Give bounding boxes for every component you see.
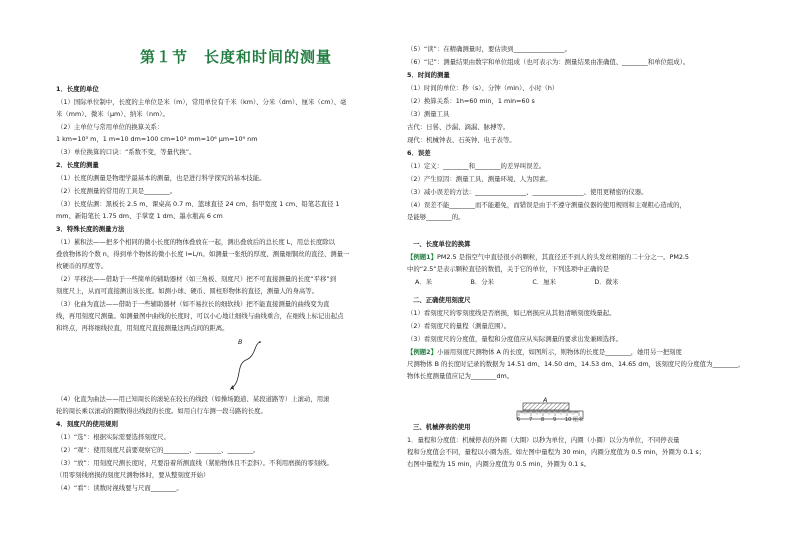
ruler-number: 7 — [529, 417, 533, 423]
right-text-line: 现代：机械钟表、石英钟、电子表等。 — [407, 136, 516, 144]
example-tag: 【例题2】 — [407, 348, 438, 356]
ruler-number: 10 — [565, 417, 572, 423]
left-text-line: （2）平移法——借助于一些简单的辅助器材（如三角板、刻度尺）把不可直接测量的长度“平移”到 — [57, 275, 337, 283]
left-text-line: （1）“选”：根据实际需要选择刻度尺。 — [57, 433, 170, 441]
left-text-line: （1）国际单位制中，长度的主单位是米（m），常用单位有千米（km）、分米（dm）、厘米（cm）、毫 — [57, 98, 347, 106]
right-text-line: 一、长度单位的换算 — [413, 240, 471, 248]
left-text-line: （2）长度测量的常用的工具是________。 — [57, 187, 177, 195]
left-text-line: （3）化曲为直法——借助于一些辅助器材（如不易拉长的细软线）把不能直接测量的曲线变为直 — [57, 300, 330, 308]
left-text-line: （用零刻线磨损的刻度尺测物体时，要从整刻度开始） — [56, 471, 210, 479]
left-text-line: 2．长度的测量 — [56, 161, 99, 169]
object-a — [523, 403, 569, 410]
right-text-line: （3）看刻度尺的分度值，量程和分度值应从实际测量的要求出发兼顾选择。 — [407, 335, 622, 343]
left-text-line: （2）“观”：使用刻度尺前要观察它的________、________、________。 — [57, 446, 260, 454]
ruler-number: 8 — [541, 417, 545, 423]
left-text-line: 线，再用刻度尺测量。如测量图中曲线的长度时，可以小心地让细线与曲线重合，在细线上标记出起点 — [56, 312, 344, 320]
left-text-line: （3）单位换算的口诀：“系数不变，等量代换”。 — [57, 148, 196, 156]
right-text-line: （2）看刻度尺的量程（测量范围）。 — [407, 322, 511, 330]
left-text-line: （1）长度的测量是物理学最基本的测量，也是进行科学探究的基本技能。 — [57, 174, 266, 182]
right-text-line: 5．时间的测量 — [407, 71, 450, 79]
right-text-line: （1）时间的单位：秒（s）、分钟（min）、小时（h） — [407, 84, 559, 92]
right-text-line: （2）换算关系：1h=60 min，1 min=60 s — [407, 97, 535, 105]
curve-point-b — [259, 341, 261, 343]
left-text-line: （3）长度估测：黑板长 2.5 m、课桌高 0.7 m、篮球直径 24 cm、指甲宽度 1 cm、铅笔芯直径 1 — [57, 200, 340, 208]
right-text-line: 1．量程和分度值：机械停表的外圈（大圈）以秒为单位，内圈（小圈）以分为单位，不同停表量 — [407, 436, 680, 444]
right-text-line — [407, 348, 682, 356]
right-text-line: 二、正确使用刻度尺 — [413, 296, 471, 304]
right-text-line: 右图中量程为 15 min，内圈分度值为 0.5 min，外圈为 0.1 s。 — [407, 460, 591, 468]
left-text-line: 枚硬币的厚度等。 — [56, 262, 108, 270]
left-text-line: （1）累积法——把多个相同的微小长度的物体叠放在一起，测出叠放后的总长度 L，用总长度除以 — [57, 238, 336, 246]
ruler-figure — [515, 396, 595, 430]
right-text-line: （1）定义：________和________的差异叫误差。 — [407, 162, 546, 170]
curve-label-a: A — [230, 384, 235, 392]
right-text-line: 三、机械停表的使用 — [413, 423, 471, 431]
example-text: 小丽用刻度尺测物体 A 的长度，如图所示，则物体的长度是________，她用另一把刻度 — [437, 348, 682, 356]
ruler-number: 9 — [553, 417, 557, 423]
left-text-line: 和终点，再将细线拉直，用刻度尺直接测量这两点间的距离。 — [56, 324, 229, 332]
right-text-line: 是能够________的。 — [407, 213, 465, 221]
left-text-line: 叠放物体的个数 n，得到单个物体的微小长度 l=L/n。如测量一张纸的厚度、测量细铜丝的直径、测量一 — [56, 250, 350, 258]
right-text-line: （3）减小误差的方法：________________、________________、使用更精密的仪器。 — [407, 188, 648, 196]
left-text-line: 3．特殊长度的测量方法 — [56, 225, 125, 233]
left-text-line: 米（mm）、微米（μm）、纳米（nm）。 — [56, 110, 169, 118]
right-text-line: （6）“记”：测量结果由数字和单位组成（也可表示为：测量结果由准确值、________和单位组成）。 — [407, 58, 690, 66]
right-text-line — [407, 253, 689, 261]
right-text-line: 中的“2.5”是表示颗粒直径的数值，关于它的单位，下列选项中正确的是 — [407, 265, 610, 273]
right-text-line: （4）误差不能________而不能避免，而错误是由于不遵守测量仪器的使用规则和主观粗心造成的， — [407, 201, 686, 209]
right-text-line: 程和分度值会不同，量程以小圈为准。如左图中量程为 30 min，内圈分度值为 0.5 min，外圈为 0.1 s； — [407, 448, 706, 456]
right-text-line: A．米 B．分米 C．厘米 D．微米 — [415, 278, 619, 286]
curve-line — [232, 342, 260, 388]
ruler-unit: 厘米 — [573, 417, 584, 423]
right-text-line: 物体长度测量值应记为________dm。 — [407, 372, 514, 380]
page-title: 第１节 长度和时间的测量 — [140, 48, 333, 66]
left-text-line: 轮的周长乘以滚动的圈数得出线段的长度。如用自行车测一段马路的长度。 — [56, 407, 267, 415]
example-tag: 【例题1】 — [407, 253, 438, 261]
ruler-number: 6 — [517, 417, 521, 423]
right-text-line: （5）“读”：在精确测量时，要估读到________________。 — [407, 45, 572, 53]
right-text-line: 6．误差 — [407, 149, 431, 157]
right-text-line: 尺测物体 B 的长度时记录的数据为 14.51 dm、14.50 dm、14.53 dm、14.65 dm，该刻度尺的分度值为________， — [407, 360, 745, 368]
left-text-line: （2）主单位与常用单位的换算关系： — [57, 123, 164, 131]
example-text: PM2.5 是指空气中直径很小的颗粒，其直径还不到人的头发丝粗细的二十分之一。PM2.5 — [437, 253, 689, 261]
left-text-line: 1 km=10³ m，1 m=10 dm=100 cm=10³ mm=10⁶ μm=10⁹ nm — [56, 135, 258, 143]
left-text-line: mm、新铅笔长 1.75 dm、手掌宽 1 dm、墨水瓶高 6 cm — [56, 212, 223, 220]
left-text-line: 刻度尺上，从而可直接测出该长度。如测小球、硬币、圆柱形物体的直径，测量人的身高等。 — [56, 287, 319, 295]
ruler-label-a: A — [543, 396, 548, 404]
left-text-line: 1．长度的单位 — [56, 85, 99, 93]
curve-label-b: B — [238, 338, 243, 346]
right-text-line: （2）产生原因：测量工具、测量环境、人为因素。 — [407, 175, 552, 183]
left-text-line: （4）“看”：读数时视线要与尺面________。 — [57, 484, 183, 492]
right-text-line: （3）测量工具 — [407, 110, 450, 118]
right-text-line: 古代：日晷、沙漏、滴漏、脉搏等。 — [407, 123, 510, 131]
left-text-line: （3）“放”：用刻度尺测长度时，尺要沿着所测直线（紧贴物体且不歪斜）。不利用磨损的零刻线。 — [57, 459, 333, 467]
left-text-line: 4．刻度尺的使用规则 — [56, 420, 118, 428]
right-text-line: （1）看刻度尺的零刻度线是否磨损，如已磨损应从其他清晰刻度线量起。 — [407, 309, 616, 317]
left-text-line: （4）化直为曲法——用已知周长的滚轮在较长的线段（如操场跑道、某段道路等）上滚动，用滚 — [57, 395, 330, 403]
